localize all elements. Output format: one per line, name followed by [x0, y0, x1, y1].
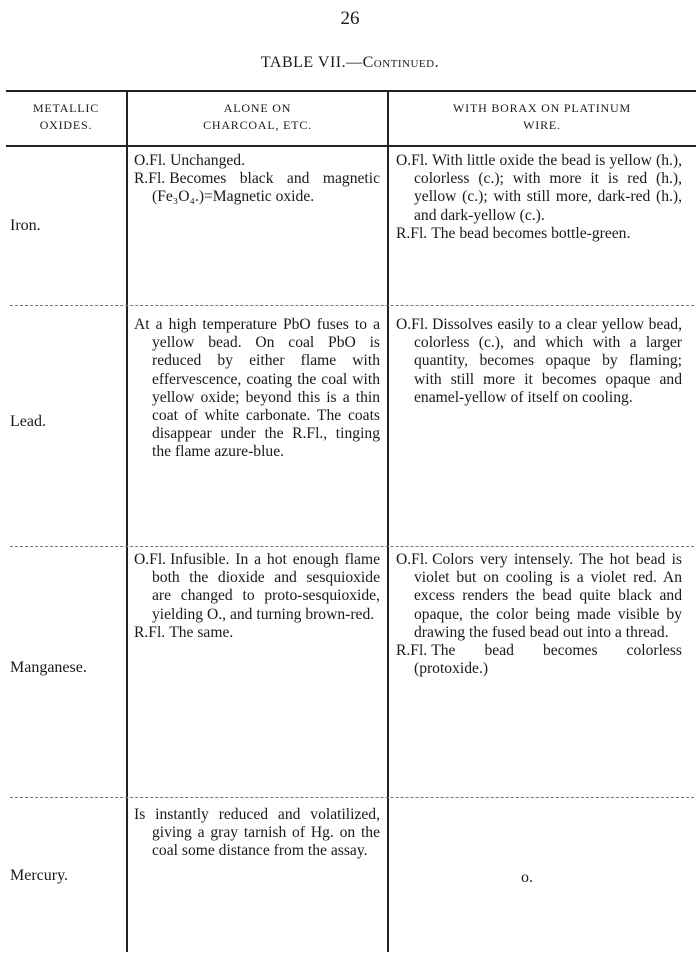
entry-text: Is instantly reduced and volatilized, giving a gray tarnish of Hg. on the coal some distance from the assay.: [134, 806, 380, 860]
lead-borax-cell: [396, 316, 682, 407]
manganese-borax-rfl: [396, 642, 682, 678]
entry-text: With little oxide the bead is yellow (h.), colorless (c.); with more it is red (h.), yellow (c.); with still more, dark-red (h.), and dark-yellow (c.).: [414, 152, 682, 224]
oxide-mercury: Mercury.: [10, 867, 69, 884]
column-divider-2: [387, 90, 389, 952]
entry-text: Colors very intensely. The hot bead is violet but on cooling is a violet red. An excess renders the bead quite black and opaque, the color being made visible by drawing the fused bead out into a thread.: [414, 551, 682, 641]
entry-text: Dissolves easily to a clear yellow bead, colorless (c.), and which with a larger quantity, becomes opaque by flaming; with still more it becomes opaque and enamel-yellow of itself on cooling.: [414, 316, 682, 406]
entry-text: The bead becomes bottle-green.: [431, 224, 631, 242]
header-col3-line2: WIRE.: [523, 118, 561, 132]
entry-label: R.Fl.: [134, 623, 166, 641]
manganese-borax-ofl: [396, 551, 682, 642]
column-divider-1: [126, 90, 128, 952]
page-number: 26: [340, 8, 360, 29]
header-col2-line2: CHARCOAL, ETC.: [203, 118, 312, 132]
manganese-charcoal-rfl: [134, 624, 380, 642]
entry-text: The same.: [169, 623, 234, 641]
entry-label: R.Fl.: [396, 224, 428, 242]
mercury-borax-nil: o.: [521, 869, 533, 886]
manganese-charcoal-cell: [134, 551, 380, 642]
header-col1-line1: METALLIC: [32, 101, 100, 115]
iron-charcoal-cell: [134, 152, 380, 207]
iron-charcoal-rfl: [134, 170, 380, 206]
table-title-suffix: Continued.: [362, 54, 440, 71]
entry-label: O.Fl.: [134, 152, 167, 169]
mercury-charcoal-text: [134, 806, 380, 861]
iron-borax-rfl: [396, 225, 682, 243]
lead-charcoal-cell: [134, 316, 380, 462]
entry-label: O.Fl.: [134, 551, 167, 568]
entry-label: O.Fl.: [396, 152, 429, 169]
entry-label: O.Fl.: [396, 551, 429, 568]
header-col2-line1: ALONE ON: [223, 101, 292, 115]
header-col1-line2: OXIDES.: [39, 118, 93, 132]
header-bottom-rule: [6, 145, 696, 147]
entry-text: Unchanged.: [170, 152, 245, 169]
iron-borax-ofl: [396, 152, 682, 225]
table-title: [0, 54, 700, 72]
oxide-iron: Iron.: [10, 217, 41, 234]
table-title-main: TABLE VII.—: [260, 54, 363, 71]
header-metallic-oxides: [8, 100, 124, 134]
oxide-lead: Lead.: [10, 413, 46, 430]
row-separator-lead: [10, 546, 694, 547]
entry-label: O.Fl.: [396, 316, 429, 333]
mercury-charcoal-cell: [134, 806, 380, 861]
header-alone-on-charcoal: [130, 100, 385, 134]
row-separator-iron: [10, 305, 694, 306]
lead-charcoal-text: [134, 316, 380, 462]
iron-borax-cell: [396, 152, 682, 243]
entry-label: R.Fl.: [134, 170, 166, 188]
lead-borax-ofl: [396, 316, 682, 407]
iron-charcoal-ofl: [134, 152, 380, 170]
header-with-borax: [392, 100, 692, 134]
entry-text: Infusible. In a hot enough flame both the dioxide and sesquioxide are changed to proto-sesquioxide, yielding O., and turning brown-red.: [152, 551, 380, 623]
header-col3-line1: WITH BORAX ON PLATINUM: [453, 101, 631, 115]
row-separator-manganese: [10, 797, 694, 798]
manganese-charcoal-ofl: [134, 551, 380, 624]
manganese-borax-cell: [396, 551, 682, 678]
table-top-rule: [6, 90, 696, 92]
entry-label: R.Fl.: [396, 642, 428, 660]
entry-text: The bead becomes colorless (protoxide.): [414, 642, 682, 678]
entry-text: Becomes black and magnetic (Fe₃O₄.)=Magnetic oxide.: [152, 170, 380, 206]
entry-text: At a high temperature PbO fuses to a yellow bead. On coal PbO is reduced by either flame with effervescence, coating the coal with yellow oxide; beyond this is a thin coat of white carbonate. The coats disappear under the R.Fl., tinging the flame azure-blue.: [134, 316, 380, 461]
oxide-manganese: Manganese.: [10, 659, 87, 676]
